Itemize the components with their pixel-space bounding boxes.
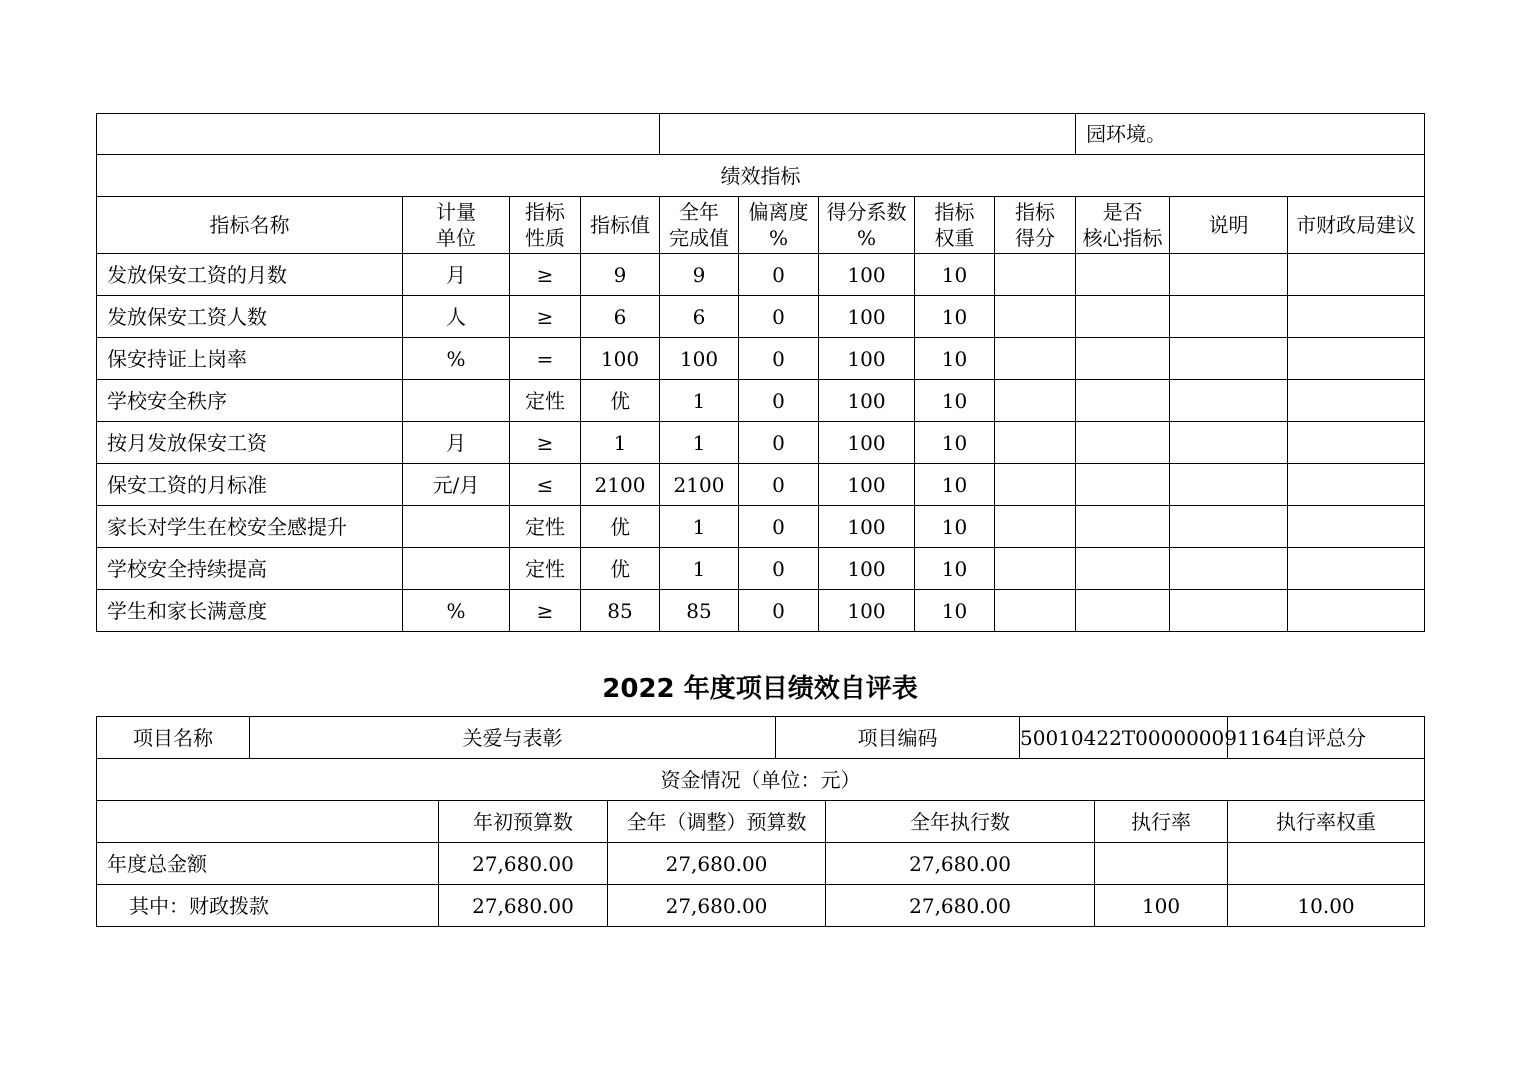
indicator-cell: 0: [739, 338, 819, 380]
indicator-cell: [1170, 548, 1288, 590]
fund-header: 执行率: [1095, 801, 1228, 843]
indicator-cell: 100: [819, 338, 915, 380]
indicator-cell: 0: [739, 548, 819, 590]
indicator-cell: [1076, 380, 1170, 422]
indicator-cell: 优: [581, 506, 660, 548]
indicator-cell: 85: [660, 590, 739, 632]
column-header-text: 市财政局建议: [1296, 213, 1417, 237]
fund-row-label: 其中：财政拨款: [97, 885, 439, 927]
fund-cell: 27,680.00: [439, 885, 608, 927]
indicator-cell: [995, 590, 1076, 632]
indicator-cell: 定性: [510, 548, 581, 590]
indicator-cell: 85: [581, 590, 660, 632]
column-header: [819, 197, 915, 254]
indicator-name: 学校安全持续提高: [97, 548, 403, 590]
indicator-cell: [1076, 590, 1170, 632]
fund-cell: 27,680.00: [608, 843, 826, 885]
indicator-cell: ≥: [510, 422, 581, 464]
column-header-text: 得分: [1015, 226, 1056, 250]
column-header-text: %: [768, 226, 788, 250]
fund-header-blank: [97, 801, 439, 843]
score-label: 自评总分: [1228, 717, 1425, 759]
indicator-cell: 100: [819, 464, 915, 506]
project-info-row: [97, 717, 1425, 759]
indicator-cell: 0: [739, 296, 819, 338]
indicator-cell: 0: [739, 464, 819, 506]
indicator-cell: 人: [403, 296, 510, 338]
indicator-cell: 10: [915, 590, 995, 632]
indicator-cell: [995, 506, 1076, 548]
indicator-cell: [995, 422, 1076, 464]
continuation-row: [97, 114, 1425, 155]
column-header: [995, 197, 1076, 254]
section-title: 绩效指标: [97, 155, 1425, 197]
indicator-cell: 10: [915, 296, 995, 338]
indicator-cell: [1076, 422, 1170, 464]
indicator-cell: ≤: [510, 464, 581, 506]
indicator-cell: 100: [819, 548, 915, 590]
indicator-cell: 优: [581, 548, 660, 590]
indicator-cell: 月: [403, 422, 510, 464]
column-header-text: 指标: [1015, 200, 1056, 224]
column-header-text: 单位: [436, 226, 476, 250]
indicator-cell: 1: [660, 548, 739, 590]
column-header-text: %: [856, 226, 876, 250]
column-header: [739, 197, 819, 254]
indicator-cell: 月: [403, 254, 510, 296]
indicator-row: [97, 296, 1425, 338]
fund-header: 全年执行数: [826, 801, 1095, 843]
indicator-cell: [1288, 464, 1425, 506]
column-header-text: 得分系数: [826, 200, 907, 224]
indicator-cell: [403, 506, 510, 548]
indicator-cell: 1: [581, 422, 660, 464]
column-header: [660, 197, 739, 254]
fund-title: 资金情况（单位：元）: [97, 759, 1425, 801]
indicator-cell: [1170, 422, 1288, 464]
indicator-cell: [1288, 380, 1425, 422]
column-header-text: 偏离度: [748, 200, 809, 224]
indicator-name: 家长对学生在校安全感提升: [97, 506, 403, 548]
indicator-cell: 100: [819, 380, 915, 422]
indicator-cell: 100: [819, 422, 915, 464]
column-header-text: 指标: [934, 200, 975, 224]
column-header-text: 是否: [1102, 200, 1143, 224]
project-name-label: 项目名称: [97, 717, 250, 759]
indicator-cell: %: [403, 338, 510, 380]
column-header-text: 指标名称: [209, 213, 290, 237]
indicator-cell: [995, 254, 1076, 296]
indicator-cell: 10: [915, 338, 995, 380]
indicator-row: [97, 506, 1425, 548]
column-header-text: 说明: [1208, 213, 1249, 237]
indicator-cell: [1170, 464, 1288, 506]
indicator-cell: 6: [581, 296, 660, 338]
column-header: [97, 197, 403, 254]
indicator-cell: [1288, 548, 1425, 590]
column-header: [1170, 197, 1288, 254]
header-row: [97, 197, 1425, 254]
indicator-cell: [995, 380, 1076, 422]
fund-header: 执行率权重: [1228, 801, 1425, 843]
indicator-row: [97, 254, 1425, 296]
indicator-cell: 0: [739, 506, 819, 548]
indicator-cell: [995, 548, 1076, 590]
indicator-name: 保安工资的月标准: [97, 464, 403, 506]
column-header-text: 指标值: [590, 213, 650, 237]
indicator-cell: 10: [915, 464, 995, 506]
indicator-name: 发放保安工资人数: [97, 296, 403, 338]
indicator-cell: 0: [739, 380, 819, 422]
indicator-cell: 0: [739, 590, 819, 632]
indicator-cell: 100: [660, 338, 739, 380]
fund-header-row: [97, 801, 1425, 843]
column-header: [1288, 197, 1425, 254]
indicator-name: 学校安全秩序: [97, 380, 403, 422]
indicator-cell: 100: [819, 254, 915, 296]
indicator-cell: [1170, 338, 1288, 380]
column-header: [1076, 197, 1170, 254]
column-header: [581, 197, 660, 254]
column-header: [915, 197, 995, 254]
column-header-text: 全年: [679, 200, 719, 224]
indicator-cell: 1: [660, 380, 739, 422]
indicator-row: [97, 590, 1425, 632]
indicator-cell: [1076, 254, 1170, 296]
indicator-cell: [995, 338, 1076, 380]
indicator-cell: [1170, 380, 1288, 422]
indicator-cell: [1076, 548, 1170, 590]
indicator-cell: [1076, 464, 1170, 506]
indicator-cell: 100: [819, 506, 915, 548]
indicator-cell: 100: [581, 338, 660, 380]
column-header-text: 核心指标: [1082, 226, 1163, 250]
indicator-row: [97, 464, 1425, 506]
column-header: [510, 197, 581, 254]
indicator-cell: ≥: [510, 296, 581, 338]
indicator-cell: [1288, 422, 1425, 464]
indicator-name: 发放保安工资的月数: [97, 254, 403, 296]
indicator-row: [97, 548, 1425, 590]
indicator-cell: [1076, 338, 1170, 380]
continuation-cell: [660, 114, 1076, 155]
indicator-cell: =: [510, 338, 581, 380]
indicator-cell: %: [403, 590, 510, 632]
form-title: 2022 年度项目绩效自评表: [602, 674, 918, 704]
indicator-row: [97, 422, 1425, 464]
indicator-cell: [1288, 254, 1425, 296]
indicator-cell: 9: [660, 254, 739, 296]
indicator-cell: [1288, 296, 1425, 338]
indicator-name: 按月发放保安工资: [97, 422, 403, 464]
indicator-cell: 10: [915, 380, 995, 422]
indicator-cell: [1170, 254, 1288, 296]
indicator-cell: [1170, 506, 1288, 548]
indicator-cell: [1288, 506, 1425, 548]
indicator-cell: 2100: [581, 464, 660, 506]
indicator-cell: 6: [660, 296, 739, 338]
indicator-name: 学生和家长满意度: [97, 590, 403, 632]
indicator-cell: 1: [660, 506, 739, 548]
indicator-cell: 100: [819, 590, 915, 632]
project-name: 关爱与表彰: [250, 717, 776, 759]
column-header-text: 完成值: [669, 226, 729, 250]
indicator-cell: [1170, 296, 1288, 338]
fund-cell: 100: [1095, 885, 1228, 927]
fund-row: [97, 843, 1425, 885]
fund-header: 年初预算数: [439, 801, 608, 843]
indicator-cell: ≥: [510, 590, 581, 632]
indicator-cell: 0: [739, 422, 819, 464]
continuation-text: 园环境。: [1076, 114, 1425, 155]
indicator-cell: 10: [915, 254, 995, 296]
fund-cell: [1095, 843, 1228, 885]
project-code-label: 项目编码: [776, 717, 1020, 759]
indicator-cell: [403, 548, 510, 590]
indicator-cell: [1170, 590, 1288, 632]
fund-cell: [1228, 843, 1425, 885]
fund-header: 全年（调整）预算数: [608, 801, 826, 843]
indicator-cell: 100: [819, 296, 915, 338]
indicator-cell: ≥: [510, 254, 581, 296]
continuation-cell: [97, 114, 660, 155]
indicator-cell: [403, 380, 510, 422]
indicator-cell: 定性: [510, 380, 581, 422]
section-title-row: [97, 155, 1425, 197]
project-self-evaluation-table: [96, 716, 1425, 927]
performance-indicator-table: [96, 113, 1425, 632]
indicator-cell: 9: [581, 254, 660, 296]
indicator-cell: 1: [660, 422, 739, 464]
fund-cell: 10.00: [1228, 885, 1425, 927]
indicator-cell: [1076, 296, 1170, 338]
fund-row-label: 年度总金额: [97, 843, 439, 885]
fund-row: [97, 885, 1425, 927]
indicator-cell: [995, 296, 1076, 338]
indicator-cell: 定性: [510, 506, 581, 548]
indicator-row: [97, 380, 1425, 422]
column-header: [403, 197, 510, 254]
fund-cell: 27,680.00: [608, 885, 826, 927]
indicator-cell: 10: [915, 422, 995, 464]
indicator-cell: 元/月: [403, 464, 510, 506]
indicator-name: 保安持证上岗率: [97, 338, 403, 380]
indicator-cell: 10: [915, 506, 995, 548]
indicator-cell: 0: [739, 254, 819, 296]
fund-cell: 27,680.00: [439, 843, 608, 885]
fund-title-row: [97, 759, 1425, 801]
fund-cell: 27,680.00: [826, 885, 1095, 927]
column-header-text: 指标: [525, 200, 565, 224]
indicator-cell: [1288, 590, 1425, 632]
column-header-text: 计量: [436, 200, 476, 224]
indicator-cell: 优: [581, 380, 660, 422]
indicator-cell: 2100: [660, 464, 739, 506]
column-header-text: 权重: [934, 226, 975, 250]
column-header-text: 性质: [525, 226, 565, 250]
indicator-cell: [1288, 338, 1425, 380]
project-code: 50010422T000000091164: [1020, 717, 1228, 759]
fund-cell: 27,680.00: [826, 843, 1095, 885]
indicator-cell: 10: [915, 548, 995, 590]
indicator-cell: [995, 464, 1076, 506]
indicator-cell: [1076, 506, 1170, 548]
indicator-row: [97, 338, 1425, 380]
